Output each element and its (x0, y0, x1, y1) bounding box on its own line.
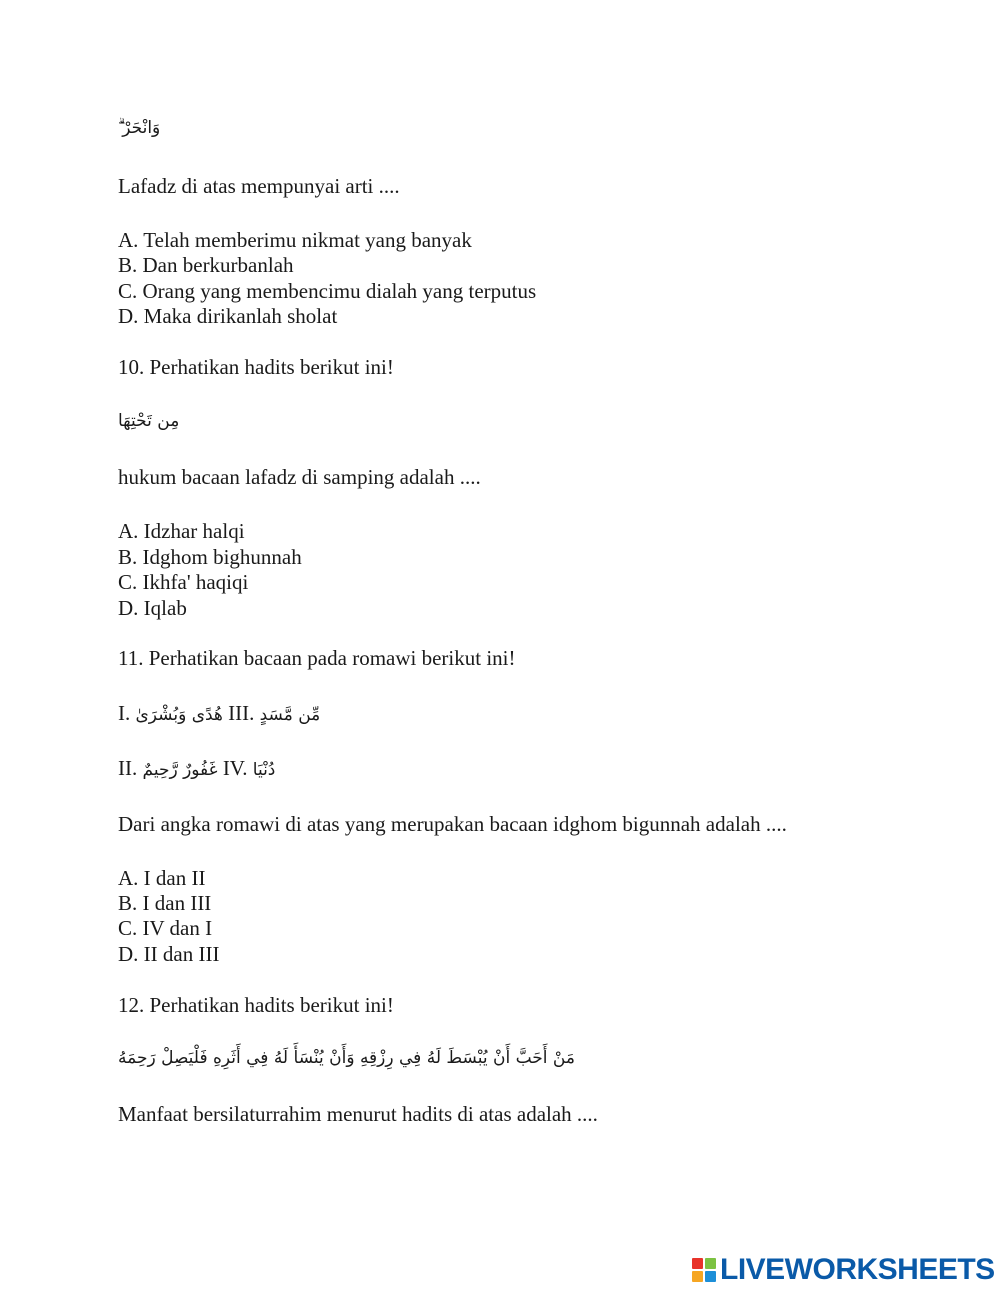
brand-text: LIVEWORKSHEETS (720, 1253, 995, 1287)
q12-heading: 12. Perhatikan hadits berikut ini! (118, 993, 394, 1017)
q11-label-iv: IV. (222, 756, 248, 780)
q11-option-a[interactable]: A. I dan II (118, 866, 206, 890)
q9-option-d[interactable]: D. Maka dirikanlah sholat (118, 304, 338, 328)
q11-arabic-iv: دُنْيَا (252, 760, 276, 780)
q11-arabic-iii: مِّن مَّسَدٍ (259, 705, 321, 725)
q10-heading: 10. Perhatikan hadits berikut ini! (118, 355, 394, 379)
q11-label-ii: II. (118, 756, 138, 780)
q9-question: Lafadz di atas mempunyai arti .... (118, 174, 400, 198)
q12-arabic-text: مَنْ أَحَبَّ أَنْ يُبْسَطَ لَهُ فِي رِزْقِهِ وَأَنْ يُنْسَأَ لَهُ فِي أَثَرِهِ فَلْيَصِلْ رَحِمَهُ (118, 1048, 575, 1068)
q12-question: Manfaat bersilaturrahim menurut hadits di atas adalah .... (118, 1102, 598, 1126)
q11-label-iii: III. (228, 701, 255, 725)
q11-option-d[interactable]: D. II dan III (118, 942, 220, 966)
q9-option-b[interactable]: B. Dan berkurbanlah (118, 253, 294, 277)
q11-arabic-ii: غَفُورٌ رَّحِيمٌ (142, 760, 218, 780)
q10-option-c[interactable]: C. Ikhfa' haqiqi (118, 570, 249, 594)
q10-option-b[interactable]: B. Idghom bighunnah (118, 545, 302, 569)
q10-arabic-text: مِن تَحْتِهَا (118, 411, 180, 431)
q10-question: hukum bacaan lafadz di samping adalah .... (118, 465, 481, 489)
q11-row-1 (118, 701, 320, 729)
q11-label-i: I. (118, 701, 131, 725)
q11-option-c[interactable]: C. IV dan I (118, 916, 213, 940)
q9-arabic-text: وَانْحَرْ ۗ (118, 118, 161, 138)
q11-arabic-i: هُدًى وَبُشْرَىٰ (135, 705, 223, 725)
q11-option-b[interactable]: B. I dan III (118, 891, 212, 915)
q9-option-c[interactable]: C. Orang yang membencimu dialah yang terputus (118, 279, 537, 303)
q9-option-a[interactable]: A. Telah memberimu nikmat yang banyak (118, 228, 472, 252)
q11-question: Dari angka romawi di atas yang merupakan bacaan idghom bigunnah adalah .... (118, 812, 787, 836)
q10-option-a[interactable]: A. Idzhar halqi (118, 519, 245, 543)
q11-heading: 11. Perhatikan bacaan pada romawi berikut ini! (118, 646, 516, 670)
brand-mark-icon (692, 1258, 716, 1282)
q10-option-d[interactable]: D. Iqlab (118, 596, 187, 620)
liveworksheets-logo (692, 1254, 995, 1286)
q11-row-2 (118, 756, 275, 784)
